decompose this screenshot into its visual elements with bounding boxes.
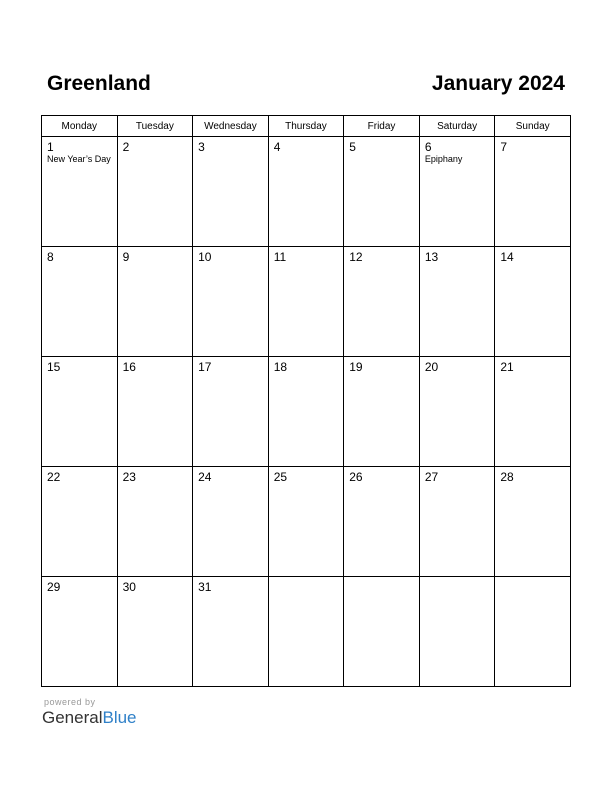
week-row [42,357,571,467]
day-cell [344,137,420,247]
day-number: 27 [424,470,439,484]
week-row [42,577,571,687]
day-number [344,577,419,580]
day-cell [193,577,269,687]
day-cell [42,357,118,467]
brand-logo[interactable] [42,708,137,728]
day-cell [42,247,118,357]
weekday-tuesday: Tuesday [117,116,193,137]
day-cell [495,467,571,577]
day-number: 28 [500,470,514,484]
day-cell [193,467,269,577]
day-cell [117,247,193,357]
day-cell [495,357,571,467]
day-number: 11 [273,250,287,264]
brand-logo-blue: Blue [102,708,137,727]
day-number: 10 [198,250,212,264]
day-cell [268,137,344,247]
day-cell [344,357,420,467]
day-number: 5 [349,140,356,154]
holiday-label: Epiphany [424,154,463,164]
day-cell [268,247,344,357]
day-number: 18 [273,360,288,374]
day-cell [419,467,495,577]
weekday-thursday: Thursday [268,116,344,137]
brand-logo-general: General [42,708,103,727]
day-number: 14 [500,250,514,264]
weekday-header-row [42,116,571,137]
powered-by-label: powered by [44,697,96,707]
day-number: 24 [198,470,212,484]
day-number [269,577,344,580]
day-number: 25 [273,470,288,484]
day-cell-empty [344,577,420,687]
day-cell [344,467,420,577]
day-number: 3 [198,140,205,154]
day-number: 12 [349,250,363,264]
day-number: 9 [122,250,130,264]
month-year-title: January 2024 [431,72,565,95]
day-cell [42,577,118,687]
day-number: 7 [500,140,508,154]
week-row [42,467,571,577]
day-number: 8 [47,250,54,264]
day-cell [117,467,193,577]
day-cell [495,247,571,357]
day-number: 4 [273,140,281,154]
weekday-sunday: Sunday [495,116,571,137]
country-title: Greenland [47,72,151,95]
day-number: 13 [424,250,439,264]
calendar-grid [41,115,571,687]
day-cell [495,137,571,247]
day-cell [419,357,495,467]
day-number: 29 [47,580,61,594]
day-cell-empty [495,577,571,687]
day-cell-empty [419,577,495,687]
day-cell [419,137,495,247]
day-number: 30 [122,580,136,594]
day-number [495,577,570,580]
weekday-saturday: Saturday [419,116,495,137]
holiday-label: New Year’s Day [47,154,111,164]
weekday-wednesday: Wednesday [193,116,269,137]
day-cell [117,137,193,247]
day-number: 6 [424,140,432,154]
day-number: 19 [349,360,363,374]
day-number: 16 [122,360,136,374]
day-cell [117,357,193,467]
day-cell [193,247,269,357]
day-cell [193,137,269,247]
day-number: 31 [198,580,212,594]
day-number [420,577,495,580]
day-cell [268,357,344,467]
day-cell [419,247,495,357]
day-number: 1 [47,140,54,154]
day-cell [42,137,118,247]
day-cell [117,577,193,687]
day-cell-empty [268,577,344,687]
week-row [42,137,571,247]
day-number: 21 [500,360,514,374]
day-number: 15 [47,360,61,374]
weekday-friday: Friday [344,116,420,137]
day-cell [268,467,344,577]
day-number: 2 [122,140,130,154]
day-number: 23 [122,470,136,484]
week-row [42,247,571,357]
day-number: 22 [47,470,61,484]
day-number: 20 [424,360,439,374]
day-cell [42,467,118,577]
day-cell [344,247,420,357]
day-cell [193,357,269,467]
weekday-monday: Monday [42,116,118,137]
day-number: 26 [349,470,363,484]
day-number: 17 [198,360,212,374]
